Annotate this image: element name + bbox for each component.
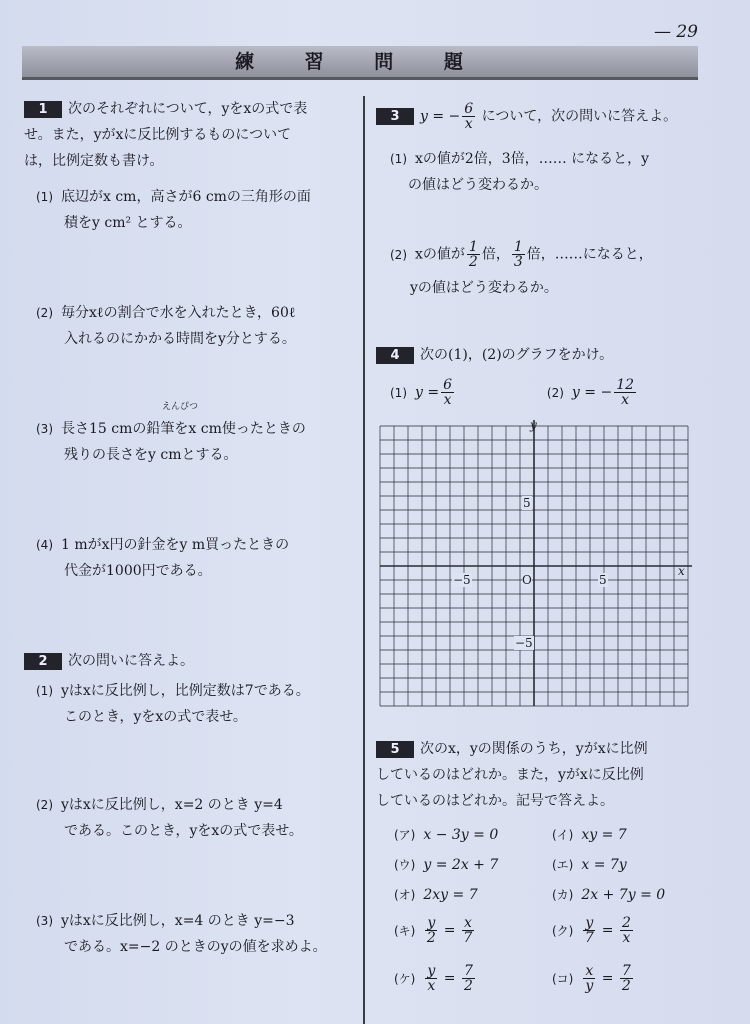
question-5	[376, 736, 706, 814]
section-title-banner: 練 習 問 題	[22, 46, 698, 80]
choice-u: (ウ) y = 2x + 7	[394, 857, 499, 873]
item-text: yの値はどう変わるか。	[410, 280, 558, 296]
q1-item-2	[36, 300, 358, 352]
item-text: 長さ15 cmの鉛筆をx cm使ったときの	[61, 421, 306, 437]
choice-ka: (カ) 2x + 7y = 0	[552, 887, 666, 903]
question-text: せ。また，yがxに反比例するものについて	[24, 127, 292, 143]
item-text: このとき，yをxの式で表せ。	[64, 709, 247, 725]
choice-o: (オ) 2xy = 7	[394, 887, 478, 903]
question-text: について，次の問いに答えよ。	[481, 108, 678, 125]
question-text: しているのはどれか。記号で答えよ。	[376, 793, 614, 809]
y-axis-label: y	[530, 418, 537, 432]
choice-a: (ア) x − 3y = 0	[394, 827, 499, 843]
item-number: (2)	[546, 385, 564, 400]
item-text: 底辺がx cm，高さが6 cmの三角形の面	[61, 189, 311, 205]
question-badge: 4	[376, 347, 414, 364]
question-3	[376, 102, 706, 131]
choice-ku: (ク) $\frac{y}{7}$ = $\frac{2}{x}$	[552, 915, 631, 946]
question-text: しているのはどれか。また，yがxに反比例	[376, 767, 644, 783]
equation-text: y =	[415, 384, 440, 401]
item-text: xの値が2倍，3倍，…… になると，y	[415, 151, 650, 167]
question-text: 次のx，yの関係のうち，yがxに比例	[420, 741, 648, 757]
q2-item-1	[36, 678, 360, 730]
question-badge: 3	[376, 108, 414, 125]
q1-item-4	[36, 532, 358, 584]
coordinate-grid[interactable]	[376, 418, 692, 722]
equation-text: y = −	[420, 108, 461, 125]
item-text: 残りの長さをy cmとする。	[64, 447, 238, 463]
choice-ke: (ケ) $\frac{y}{x}$ = $\frac{7}{2}$	[394, 963, 473, 994]
origin-label: O	[522, 573, 532, 587]
question-text: は，比例定数も書け。	[24, 153, 164, 169]
item-number: (3)	[36, 914, 53, 928]
question-1	[24, 96, 358, 174]
item-number: (1)	[36, 684, 53, 698]
item-text: yはxに反比例し，x=4 のとき y=−3	[61, 913, 295, 929]
item-text: 積をy cm² とする。	[64, 215, 192, 231]
item-text: 入れるのにかかる時間をy分とする。	[64, 331, 296, 347]
question-text: 次のそれぞれについて，yをxの式で表	[68, 101, 308, 117]
item-number: (2)	[36, 798, 53, 812]
item-number: (1)	[390, 152, 407, 166]
q3-item-2: (2) xの値が $\frac{1}{2}$ 倍， $\frac{1}{3}$ 倍，……になると， yの値はどう変わるか。	[390, 240, 710, 301]
equation-text: y = −	[571, 384, 613, 401]
x-tick-neg5: −5	[453, 573, 471, 587]
q1-item-1	[36, 184, 358, 236]
fraction: $\frac{6}{x}$	[464, 101, 474, 132]
q4-graph-prompts	[390, 378, 710, 407]
question-badge: 1	[24, 101, 62, 118]
choice-ki: (キ) $\frac{y}{2}$ = $\frac{x}{7}$	[394, 915, 473, 946]
q1-item-3	[36, 402, 358, 468]
item-text: である。x=−2 のときのyの値を求めよ。	[64, 939, 327, 955]
item-number: (2)	[390, 247, 407, 262]
graph-paper[interactable]	[376, 418, 692, 722]
item-text: 1 mがx円の針金をy m買ったときの	[61, 537, 290, 553]
column-divider	[363, 96, 365, 1024]
item-number: (4)	[36, 538, 53, 552]
x-tick-5: 5	[599, 573, 607, 587]
q2-item-3	[36, 908, 360, 960]
ruby-text: えんぴつ	[162, 402, 199, 412]
page-number: — 29	[653, 22, 698, 42]
question-2	[24, 648, 358, 674]
question-text: 次の問いに答えよ。	[68, 653, 194, 669]
fraction: $\frac{1}{3}$	[513, 239, 523, 270]
question-badge: 5	[376, 741, 414, 758]
y-tick-neg5: −5	[515, 636, 533, 650]
item-text: 代金が1000円である。	[64, 563, 212, 579]
q2-item-2	[36, 792, 360, 844]
item-text: yはxに反比例し，x=2 のとき y=4	[61, 797, 283, 813]
question-4	[376, 342, 706, 368]
item-text: yはxに反比例し，比例定数は7である。	[61, 683, 310, 699]
item-text: である。このとき，yをxの式で表せ。	[64, 823, 303, 839]
item-number: (1)	[390, 385, 407, 400]
fraction: $\frac{1}{2}$	[468, 239, 478, 270]
choice-e: (エ) x = 7y	[552, 857, 627, 873]
question-badge: 2	[24, 653, 62, 670]
fraction: $\frac{12}{x}$	[616, 377, 635, 408]
item-text: 毎分xℓの割合で水を入れたとき，60ℓ	[61, 305, 296, 321]
x-axis-label: x	[678, 564, 685, 578]
question-text: 次の(1)，(2)のグラフをかけ。	[420, 347, 614, 363]
choice-i: (イ) xy = 7	[552, 827, 627, 843]
q3-item-1	[390, 146, 710, 198]
item-number: (2)	[36, 306, 53, 320]
y-tick-5: 5	[523, 496, 531, 510]
item-number: (3)	[36, 422, 53, 436]
item-number: (1)	[36, 190, 53, 204]
item-text: の値はどう変わるか。	[408, 177, 548, 193]
fraction: $\frac{6}{x}$	[443, 377, 453, 408]
choice-ko: (コ) $\frac{x}{y}$ = $\frac{7}{2}$	[552, 963, 631, 994]
